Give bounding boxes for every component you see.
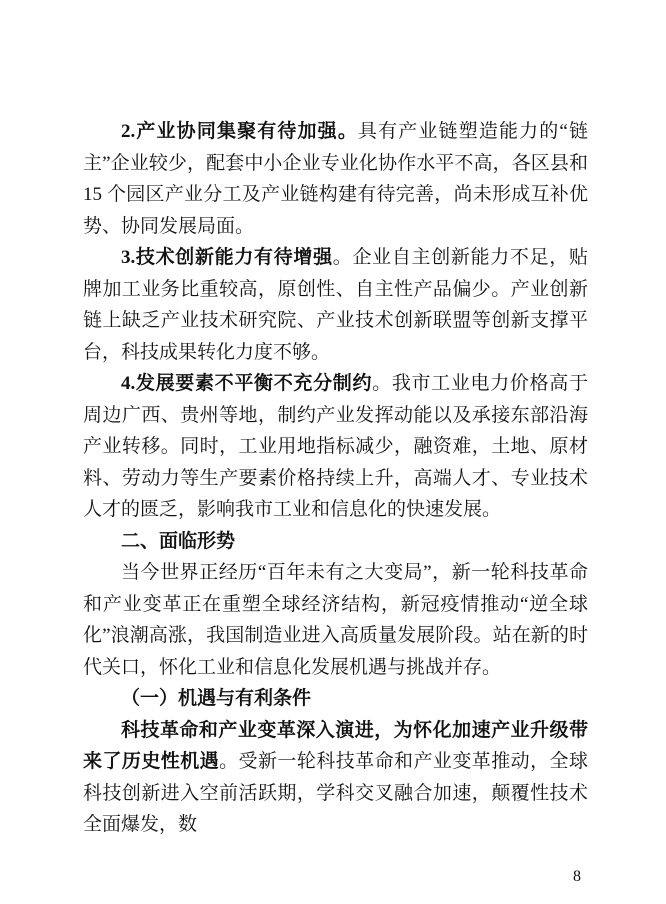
para-tech-revolution-lead: 科技革命和产业变革深入演进，为怀化加速产业升级带来了历史性机遇: [83, 719, 588, 772]
para-development-factors-lead: 4.发展要素不平衡不充分制约: [121, 373, 373, 394]
para-development-factors-text: 。我市工业电力价格高于周边广西、贵州等地，制约产业发挥动能以及承接东部沿海产业转移。同时，工业用地指标减少，融资难，土地、原材料、劳动力等生产要素价格持续上升，高端人才、专业技术人才的匮乏，影响我市工业和信息化的快速发展。: [83, 373, 588, 520]
para-industry-cluster: [83, 116, 588, 242]
document-body: [83, 116, 588, 841]
para-industry-cluster-lead: 2.产业协同集聚有待加强。: [121, 121, 358, 142]
para-development-factors: [83, 368, 588, 526]
heading-facing-situation: 二、面临形势: [121, 530, 236, 552]
para-tech-revolution: [83, 715, 588, 841]
para-tech-innovation-lead: 3.技术创新能力有待增强: [121, 247, 333, 268]
para-world-situation-text: 当今世界正经历“百年未有之大变局”，新一轮科技革命和产业变革正在重塑全球经济结构，新冠疫情推动“逆全球化”浪潮高涨，我国制造业进入高质量发展阶段。站在新的时代关口，怀化工业和信息化发展机遇与挑战并存。: [83, 562, 588, 678]
heading-opportunities: （一）机遇与有利条件: [121, 688, 312, 709]
para-industry-cluster-text: 具有产业链塑造能力的“链主”企业较少，配套中小企业专业化协作水平不高，各区县和 15 个园区产业分工及产业链构建有待完善，尚未形成互补优势、协同发展局面。: [83, 121, 588, 237]
para-world-situation: [83, 557, 588, 683]
page-number: 8: [573, 868, 581, 885]
para-tech-innovation: [83, 242, 588, 368]
para-tech-revolution-text: 。受新一轮科技革命和产业变革推动，全球科技创新进入空前活跃期，学科交叉融合加速，颠覆性技术全面爆发，数: [83, 751, 588, 835]
para-tech-innovation-text: 。企业自主创新能力不足，贴牌加工业务比重较高，原创性、自主性产品偏少。产业创新链上缺乏产业技术研究院、产业技术创新联盟等创新支撑平台，科技成果转化力度不够。: [83, 247, 588, 363]
